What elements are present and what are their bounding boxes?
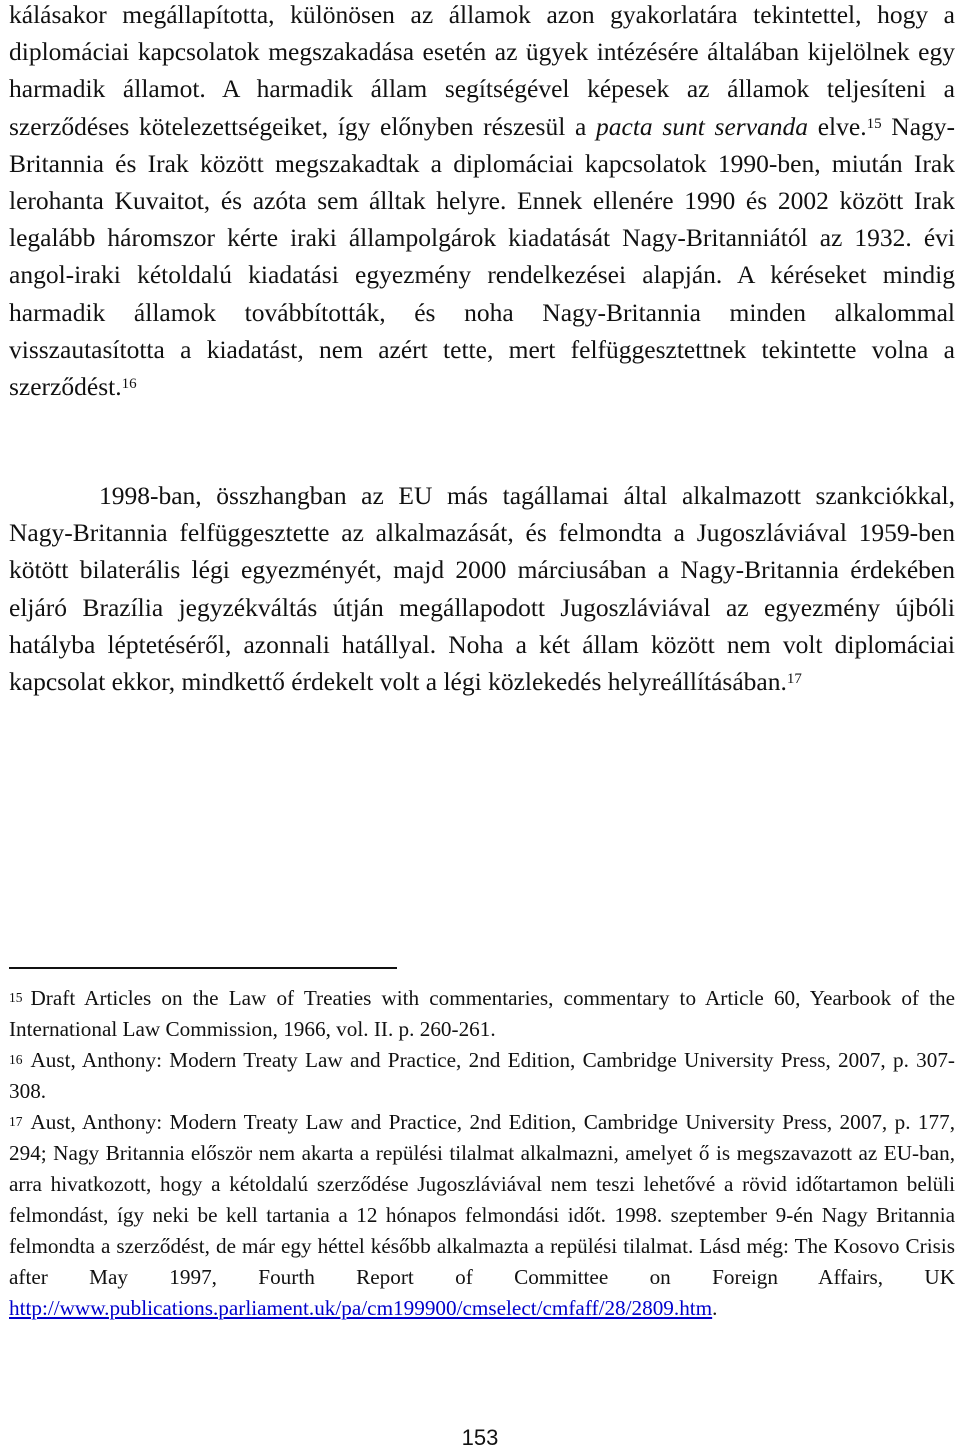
footnote-ref-15[interactable]: 15 [866, 115, 882, 132]
paragraph-1-text-a: kálásakor megállapította, különösen az államok azon gyakorlatára tekintettel, hogy a diplomáciai kapcsolatok megszakadása esetén az ügyek intézésére általában kijelölnek egy harmadik államot. A harmadik állam segítségével képesek az államok teljesíteni a szerződéses kötelezettségeiket, így előnyben részesül a [9, 0, 955, 141]
footnotes-section [9, 983, 955, 1324]
footnote-separator [9, 967, 397, 969]
footnote-ref-17[interactable]: 17 [786, 671, 802, 688]
footnote-text: Aust, Anthony: Modern Treaty Law and Practice, 2nd Edition, Cambridge University Press, 2007, p. 307-308. [9, 1048, 955, 1103]
paragraph-1-text-c: Nagy-Britannia és Irak között megszakadtak a diplomáciai kapcsolatok 1990-ben, miután Irak lerohanta Kuvaitot, és azóta sem álltak helyre. Ennek ellenére 1990 és 2002 között Irak legalább háromszor kérte iraki állampolgárok kiadatását Nagy-Britanniától az 1932. évi angol-iraki kétoldalú kiadatási egyezmény rendelkezései alapján. A kéréseket mindig harmadik államok továbbították, és noha Nagy-Britannia minden alkalommal visszautasította a kiadatást, nem azért tette, mert felfüggesztettnek tekintette volna a szerződést. [9, 111, 956, 402]
body-paragraph-1 [9, 0, 955, 405]
footnote-ref-16[interactable]: 16 [121, 376, 137, 393]
footnote-number: 17 [9, 1114, 23, 1129]
paragraph-1-italic-phrase: pacta sunt servanda [596, 111, 809, 141]
paragraph-2-text: 1998-ban, összhangban az EU más tagállamai által alkalmazott szankciókkal, Nagy-Britannia felfüggesztette az alkalmazását, és felmondta a Jugoszláviával 1959-ben kötött bilaterális légi egyezményét, majd 2000 márciusában a Nagy-Britannia érdekében eljáró Brazília jegyzékváltás útján megállapodott Jugoszláviával az egyezmény újbóli hatályba léptetéséről, azonnali hatállyal. Noha a két állam között nem volt diplomáciai kapcsolat ekkor, mindkettő érdekelt volt a légi közlekedés helyreállításában. [9, 481, 955, 697]
footnote-trailing-period: . [712, 1296, 718, 1320]
parliament-link[interactable]: http://www.publications.parliament.uk/pa/cm199900/cmselect/cmfaff/28/2809.htm [9, 1296, 713, 1320]
footnote-text: Draft Articles on the Law of Treaties with commentaries, commentary to Article 60, Yearbook of the International Law Commission, 1966, vol. II. p. 260-261. [9, 986, 955, 1041]
paragraph-1-text-b: elve. [808, 111, 867, 141]
footnote-17 [9, 1107, 955, 1324]
footnote-15 [9, 983, 955, 1045]
body-paragraph-2 [9, 477, 955, 700]
footnote-number: 16 [9, 1052, 23, 1067]
page-number: 153 [461, 1425, 499, 1450]
footnote-text: Aust, Anthony: Modern Treaty Law and Practice, 2nd Edition, Cambridge University Press, 2007, p. 177, 294; Nagy Britannia először nem akarta a repülési tilalmat alkalmazni, amelyet ő is megszavazott az EU-ban, arra hivatkozott, hogy a kétoldalú szerződése Jugoszláviával nem teszi lehetővé a rövid időtartamon belüli felmondást, így neki be kell tartania a 12 hónapos felmondási időt. 1998. szeptember 9-én Nagy Britannia felmondta a szerződést, de már egy héttel később alkalmazta a repülési tilalmat. Lásd még: The Kosovo Crisis after May 1997, Fourth Report of Committee on Foreign Affairs, UK [9, 1110, 955, 1289]
footnote-number: 15 [9, 990, 23, 1005]
footnote-16 [9, 1045, 955, 1107]
